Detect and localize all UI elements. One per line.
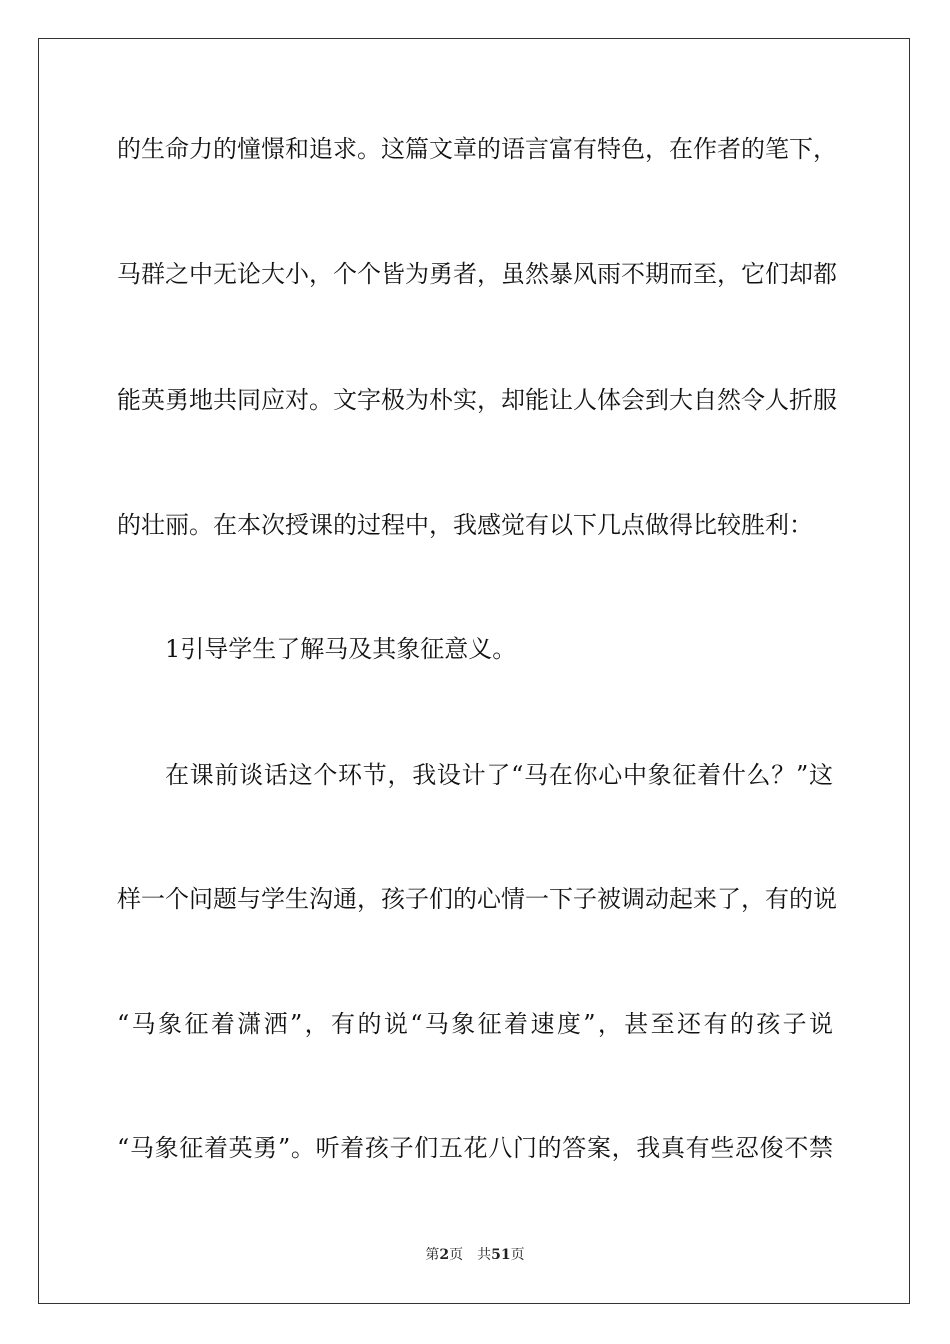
page-footer <box>0 1246 950 1264</box>
text-line-9: “马象征着英勇”。听着孩子们五花八门的答案，我真有些忍俊不禁 <box>117 1134 833 1162</box>
text-line-8: “马象征着潇洒”，有的说“马象征着速度”，甚至还有的孩子说 <box>117 1010 833 1038</box>
page-number: 2 <box>439 1247 450 1263</box>
page-suffix: 页 <box>449 1247 464 1263</box>
page-border <box>38 38 910 1304</box>
text-line-1: 的生命力的憧憬和追求。这篇文章的语言富有特色，在作者的笔下， <box>117 135 837 163</box>
text-line-4: 的壮丽。在本次授课的过程中，我感觉有以下几点做得比较胜利： <box>117 511 813 539</box>
total-pages: 51 <box>491 1247 511 1263</box>
total-suffix: 页 <box>510 1247 525 1263</box>
text-line-7: 样一个问题与学生沟通，孩子们的心情一下子被调动起来了，有的说 <box>117 885 837 913</box>
numbered-heading: 1引导学生了解马及其象征意义。 <box>165 635 517 663</box>
text-line-3: 能英勇地共同应对。文字极为朴实，却能让人体会到大自然令人折服 <box>117 386 837 414</box>
total-prefix: 共 <box>477 1247 492 1263</box>
paragraph-start-line: 在课前谈话这个环节，我设计了“马在你心中象征着什么？”这 <box>165 761 833 789</box>
text-line-2: 马群之中无论大小，个个皆为勇者，虽然暴风雨不期而至，它们却都 <box>117 260 837 288</box>
page-prefix: 第 <box>425 1247 440 1263</box>
